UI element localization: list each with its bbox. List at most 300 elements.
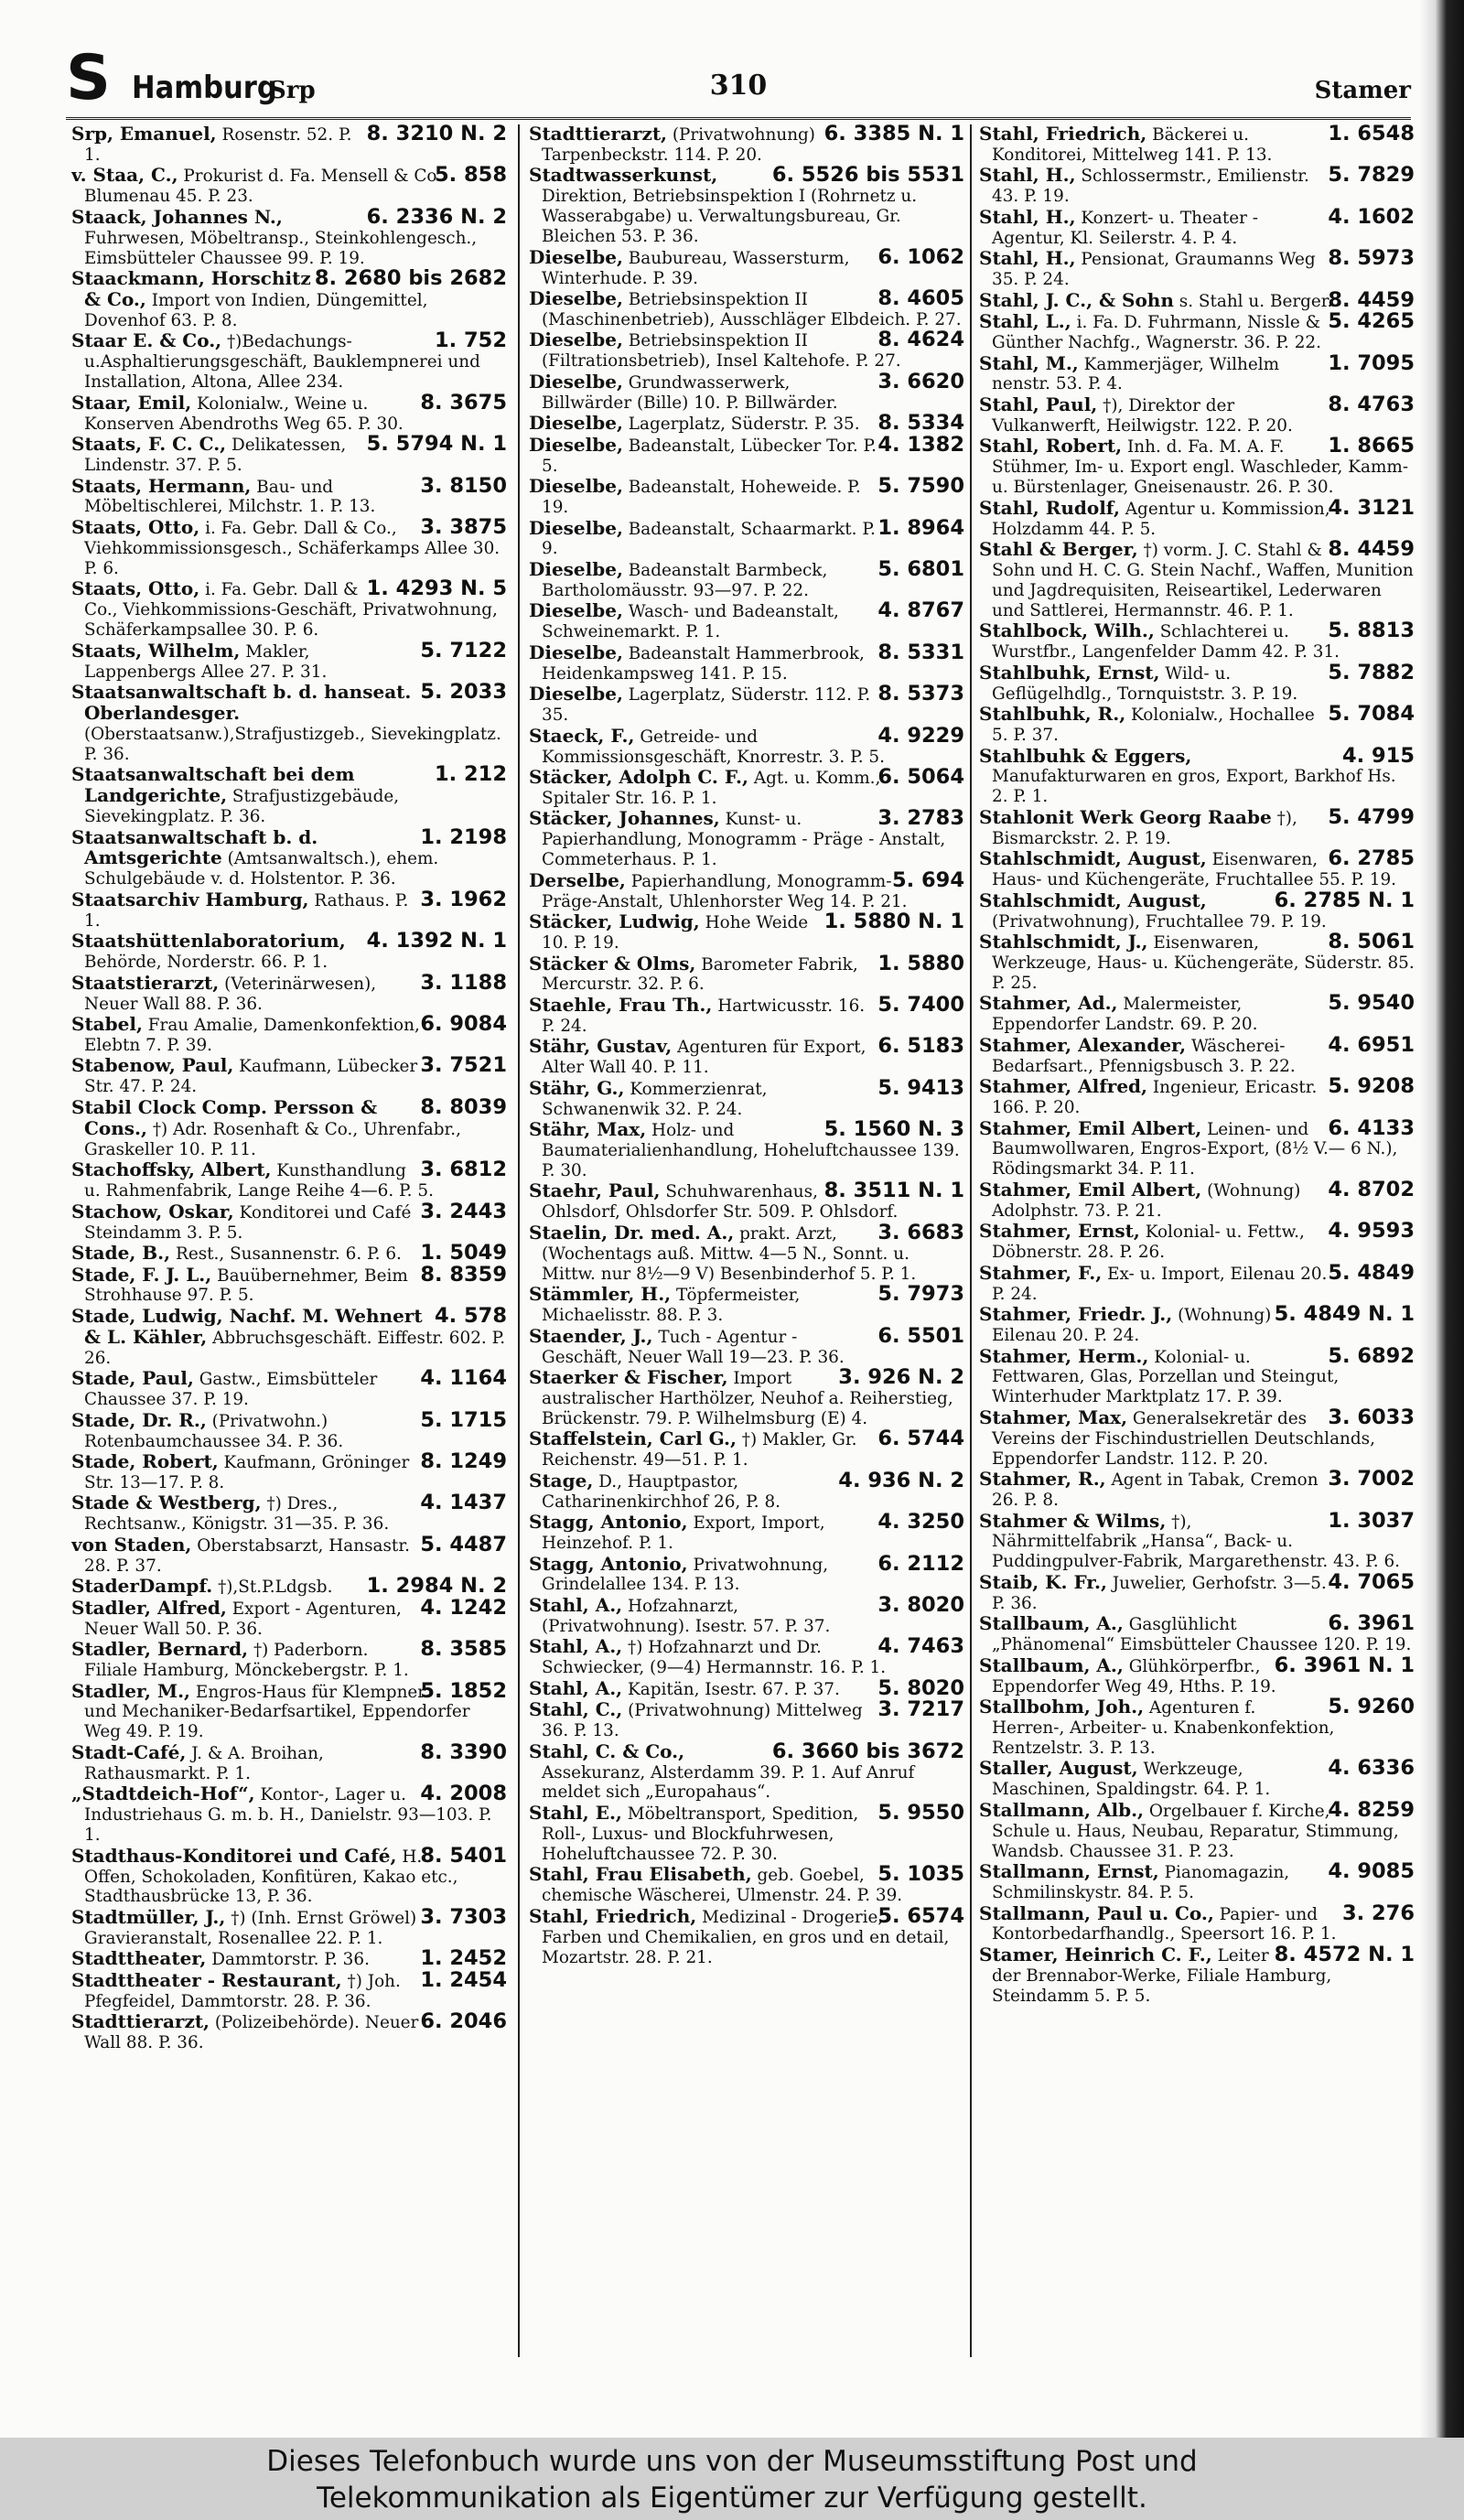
phone-number: 6. 5501: [877, 1323, 964, 1348]
phone-number: 8. 4459: [1328, 537, 1415, 562]
entry-name: Stahl, H.,: [979, 164, 1076, 187]
entry-details: †), Bismarckstr. 2. P. 19.: [992, 808, 1297, 848]
directory-entry: [979, 287, 1415, 312]
phone-number: 8. 5973: [1328, 246, 1415, 271]
directory-entry: [979, 1942, 1415, 2007]
entry-details: Lagerplatz, Süderstr. P. 35.: [628, 415, 860, 435]
directory-entry: [71, 1199, 507, 1244]
phone-number: 4. 9229: [877, 723, 964, 748]
entry-details: Bauübernehmer, Beim Strohhause 97. P. 5.: [84, 1265, 408, 1306]
phone-number: 4. 1242: [420, 1595, 507, 1620]
directory-entry: [529, 515, 964, 560]
entry-name: Staatsarchiv Hamburg,: [71, 888, 309, 910]
phone-number: 8. 4763: [1328, 392, 1415, 416]
phone-number: 5. 7973: [877, 1282, 964, 1307]
entry-name: Staats, Otto,: [71, 577, 200, 600]
phone-number: 8. 5331: [877, 640, 964, 664]
phone-number: 8. 5061: [1328, 930, 1415, 954]
entry-name: Stahl, A.,: [529, 1593, 623, 1616]
directory-entry: [71, 1407, 507, 1452]
entry-name: Stahmer, Max,: [979, 1405, 1128, 1428]
entry-name: Stachoffsky, Albert,: [71, 1158, 272, 1181]
entry-name: Staatsanwaltschaft bei dem Landgerichte,: [71, 763, 355, 807]
directory-entry: [529, 1468, 964, 1513]
entry-name: Dieselbe,: [529, 412, 623, 435]
entry-name: Staib, K. Fr.,: [979, 1570, 1107, 1593]
entry-details: J. & A. Broihan, Rathausmarkt. P. 1.: [84, 1743, 324, 1783]
directory-entry: [979, 1697, 1415, 1759]
entry-name: Derselbe,: [529, 868, 626, 891]
entry-details: (Veterinärwesen), Neuer Wall 88. P. 36.: [84, 974, 377, 1014]
entry-details: Werkzeuge, Maschinen, Spaldingstr. 64. P. 1.: [992, 1760, 1271, 1800]
entry-details: Agenturen für Export, Alter Wall 40. P. 11.: [542, 1038, 867, 1078]
entry-name: Stadttierarzt,: [529, 124, 668, 145]
phone-number: 5. 858: [434, 163, 507, 188]
entry-name: Stahl, Paul,: [979, 393, 1098, 415]
phone-number: 8. 5373: [877, 682, 964, 706]
phone-number: 6. 1062: [877, 244, 964, 269]
directory-entry: [979, 1405, 1415, 1470]
directory-entry: [529, 330, 964, 372]
entry-details: Hofzahnarzt, (Privatwohnung). Isestr. 57. P. 37.: [542, 1596, 831, 1636]
phone-number: 4. 1164: [420, 1366, 507, 1391]
entry-details: Malermeister, Eppendorfer Landstr. 69. P. 20.: [992, 995, 1258, 1035]
entry-name: Stade, Ludwig, Nachf. M. Wehnert & L. Kähler,: [71, 1304, 423, 1348]
entry-details: Kunsthandlung u. Rahmenfabrik, Lange Reihe 4—6. P. 5.: [84, 1161, 434, 1201]
entry-details: Schuhwarenhaus, Ohlsdorf, Ohlsdorfer Str. 509. P. Ohlsdorf.: [542, 1182, 899, 1222]
entry-details: Lagerplatz, Süderstr. 112. P. 35.: [542, 685, 871, 726]
phone-number: 1. 2198: [420, 824, 507, 849]
directory-entry: [529, 1323, 964, 1368]
directory-entry: [979, 621, 1415, 662]
phone-number: 8. 3675: [420, 390, 507, 415]
directory-entry: [71, 887, 507, 932]
phone-number: 6. 5526 bis 5531: [771, 163, 964, 188]
directory-entry: [71, 680, 507, 765]
phone-number: 8. 5401: [420, 1843, 507, 1868]
entry-details: D., Hauptpastor, Catharinenkirchhof 26, P. 8.: [542, 1471, 780, 1512]
column-divider: [970, 124, 972, 2357]
entry-name: „Stadtdeich-Hof“,: [71, 1782, 255, 1805]
entry-details: Agent in Tabak, Cremon 26. P. 8.: [992, 1470, 1319, 1511]
directory-entry: [529, 411, 964, 436]
phone-number: 4. 6951: [1328, 1032, 1415, 1057]
entry-details: Medizinal - Drogerie, Farben und Chemikalien, en gros und en detail, Mozartstr. 28. P. 21.: [542, 1907, 950, 1967]
entry-details: H. Offen, Schokoladen, Konfitüren, Kakao etc., Stadthausbrücke 13, P. 36.: [84, 1847, 458, 1907]
entry-details: Import australischer Harthölzer, Neuhof a. Reiherstieg, Brückenstr. 79. P. Wilhelmsburg (E) 4.: [542, 1369, 953, 1428]
entry-name: Staehle, Frau Th.,: [529, 993, 713, 1016]
phone-number: 5. 1035: [877, 1862, 964, 1887]
phone-number: 3. 8020: [877, 1592, 964, 1617]
entry-details: Wäscherei-Bedarfsart., Pfennigsbusch 3. P. 22.: [992, 1036, 1296, 1076]
directory-entry: [979, 804, 1415, 849]
entry-details: Assekuranz, Alsterdamm 39. P. 1. Auf Anruf meldet sich „Europahaus“.: [542, 1762, 915, 1803]
entry-details: Wild- u. Geflügelhdlg., Tornquiststr. 3. P. 19.: [992, 663, 1298, 704]
entry-details: Badeanstalt, Lübecker Tor. P. 5.: [542, 436, 877, 476]
directory-entry: [979, 163, 1415, 207]
phone-number: 8. 3210 N. 2: [366, 124, 507, 145]
phone-number: 6. 5744: [877, 1427, 964, 1451]
phone-number: 8. 2680 bis 2682: [314, 266, 507, 291]
phone-number: 1. 5880 N. 1: [824, 910, 964, 934]
entry-name: Stadthaus-Konditorei und Café,: [71, 1844, 397, 1867]
phone-number: 4. 1437: [420, 1491, 507, 1515]
entry-name: Stahlschmidt, August,: [979, 847, 1207, 870]
phone-number: 3. 7521: [420, 1053, 507, 1078]
directory-entry: [71, 1449, 507, 1493]
entry-name: Stahlbock, Wilh.,: [979, 619, 1155, 642]
entry-details: Kunst- u. Papierhandlung, Monogramm - Präge - Anstalt, Commeterhaus. P. 1.: [542, 810, 946, 870]
directory-entry: [979, 1508, 1415, 1573]
entry-name: Stahlschmidt, J.,: [979, 931, 1148, 953]
entry-details: Pianomagazin, Schmilinskystr. 84. P. 5.: [992, 1863, 1290, 1902]
entry-details: Agenturen f. Herren-, Arbeiter- u. Knabenkonfektion, Rentzelstr. 3. P. 13.: [992, 1698, 1335, 1758]
phone-number: 6. 2112: [877, 1551, 964, 1576]
directory-entry: [529, 286, 964, 330]
first-catchword: Srp: [269, 77, 316, 104]
entry-details: Betriebsinspektion II (Filtrationsbetrieb), Insel Kaltehofe. P. 27.: [542, 331, 901, 372]
entry-details: Kapitän, Isestr. 67. P. 37.: [628, 1679, 840, 1699]
directory-entry: [71, 1094, 507, 1160]
entry-details: Eisenwaren, Haus- und Küchengeräte, Fruchtallee 55. P. 19.: [992, 850, 1397, 890]
entry-details: Bau- und Möbeltischlerei, Milchstr. 1. P. 13.: [84, 477, 376, 517]
phone-number: 5. 694: [891, 867, 964, 892]
entry-details: Konditorei und Café Steindamm 3. P. 5.: [84, 1202, 412, 1243]
phone-number: 5. 1852: [420, 1678, 507, 1703]
directory-entry: [71, 2009, 507, 2053]
directory-entry: [979, 1260, 1415, 1305]
phone-number: 3. 276: [1341, 1901, 1415, 1925]
phone-number: 5. 1560 N. 3: [824, 1117, 964, 1142]
entry-name: Stahmer, Herm.,: [979, 1344, 1149, 1367]
entry-name: Dieselbe,: [529, 641, 623, 663]
entry-name: Staatstierarzt,: [71, 971, 220, 994]
entry-name: Staender, J.,: [529, 1324, 653, 1347]
entry-name: Stallbaum, A.,: [979, 1653, 1124, 1676]
directory-entry: [979, 702, 1415, 746]
entry-details: Schlachterei u. Wurstfbr., Langenfelder Damm 42. P. 31.: [992, 622, 1340, 662]
page-header: [66, 42, 1411, 120]
entry-name: Stadttierarzt,: [71, 2010, 210, 2033]
entry-details: Engros-Haus für Klempner und Mechaniker-Bedarfsartikel, Eppendorfer Weg 49. P. 19.: [84, 1682, 470, 1742]
entry-details: Orgelbauer f. Kirche, Schule u. Haus, Neubau, Reparatur, Stimmung, Wandsb. Chaussee 31. P. 23.: [992, 1801, 1399, 1861]
phone-number: 6. 3961: [1328, 1611, 1415, 1636]
entry-details: Barometer Fabrik, Mercurstr. 32. P. 6.: [542, 954, 858, 995]
directory-entry: [71, 473, 507, 518]
entry-name: Stahl, H.,: [979, 205, 1076, 228]
entry-name: Stade, Paul,: [71, 1367, 194, 1390]
entry-details: (Amtsanwaltsch.), ehem. Schulgebäude v. d. Holstentor. P. 36.: [84, 849, 439, 889]
phone-number: 6. 3385 N. 1: [824, 124, 964, 145]
directory-entry: [529, 1903, 964, 1968]
entry-details: †),St.P.Ldgsb.: [218, 1578, 333, 1598]
phone-number: 3. 1962: [420, 887, 507, 911]
phone-number: 5. 6892: [1328, 1343, 1415, 1368]
entry-name: Dieselbe,: [529, 557, 623, 580]
entry-name: Stagg, Antonio,: [529, 1552, 688, 1575]
entry-name: Stahmer, Emil Albert,: [979, 1178, 1202, 1201]
section-letter: S: [66, 42, 111, 114]
entry-details: (Privatwohn.) Rotenbaumchaussee 34. P. 36.: [84, 1411, 344, 1451]
entry-name: Stahmer, Alexander,: [979, 1033, 1187, 1056]
directory-entry: [71, 1739, 507, 1784]
phone-number: 5. 6801: [877, 556, 964, 581]
entry-name: Stahlonit Werk Georg Raabe: [979, 805, 1272, 828]
entry-details: Glühkörperfbr., Eppendorfer Weg 49, Hths. P. 19.: [992, 1656, 1276, 1696]
directory-column-2: [529, 124, 964, 2357]
directory-entry: [71, 1532, 507, 1577]
directory-entry: [71, 1493, 507, 1535]
phone-number: 5. 7882: [1328, 660, 1415, 684]
entry-name: von Staden,: [71, 1533, 192, 1556]
entry-name: Stahlschmidt, August,: [979, 888, 1207, 911]
entry-name: Staffelstein, Carl G.,: [529, 1427, 737, 1450]
directory-entry: [71, 1967, 507, 2012]
entry-details: Fuhrwesen, Möbeltransp., Steinkohlengesch., Eimsbütteler Chaussee 99. P. 19.: [84, 228, 478, 268]
directory-entry: [979, 888, 1415, 932]
entry-details: Kolonialw., Weine u. Konserven Abendroths Weg 65. P. 30.: [84, 393, 404, 434]
directory-entry: [71, 432, 507, 476]
directory-entry: [979, 495, 1415, 540]
phone-number: 8. 4572 N. 1: [1274, 1942, 1415, 1966]
entry-details: Papier- und Kontorbedarfhandlg., Speersort 16. P. 1.: [992, 1904, 1337, 1944]
entry-details: Inh. d. Fa. M. A. F. Stühmer, Im- u. Export engl. Waschleder, Kamm- u. Bürstenlager, Gneisenaustr. 26. P. 30.: [992, 437, 1409, 498]
entry-name: Dieselbe,: [529, 287, 623, 310]
entry-details: Generalsekretär des Vereins der Fischindustriellen Deutschlands, Eppendorfer Landstr. 112. P. 20.: [992, 1408, 1375, 1469]
phone-number: 6. 9084: [420, 1012, 507, 1037]
entry-details: Konzert- u. Theater - Agentur, Kl. Seilerstr. 4. P. 4.: [992, 208, 1258, 248]
entry-name: Stähr, Max,: [529, 1118, 647, 1141]
entry-details: geb. Goebel, chemische Wäscherei, Ulmenstr. 24. P. 39.: [542, 1866, 903, 1906]
entry-name: Staatsanwaltschaft b. d. Amtsgerichte: [71, 825, 318, 869]
directory-entry: [529, 723, 964, 768]
entry-details: (Privatwohnung) Tarpenbeckstr. 114. P. 20.: [542, 125, 815, 165]
entry-name: Stahl, H.,: [979, 247, 1076, 270]
phone-number: 8. 5334: [877, 411, 964, 436]
entry-details: Wasch- und Badeanstalt, Schweinemarkt. P. 1.: [542, 602, 839, 642]
directory-entry: [71, 762, 507, 827]
phone-number: 4. 1602: [1328, 204, 1415, 229]
entry-details: †) Dres., Rechtsanw., Königstr. 31—35. P. 36.: [84, 1494, 390, 1535]
entry-name: Stade, B.,: [71, 1242, 171, 1264]
phone-number: 8. 8039: [420, 1094, 507, 1119]
entry-name: Stahmer, Emil Albert,: [979, 1116, 1202, 1139]
directory-entry: [529, 684, 964, 726]
directory-entry: [529, 992, 964, 1037]
directory-entry: [71, 1843, 507, 1908]
directory-entry: [979, 1859, 1415, 1903]
directory-entry: [529, 1034, 964, 1078]
phone-number: 4. 936 N. 2: [838, 1468, 964, 1492]
entry-name: StaderDampf.: [71, 1575, 213, 1598]
entry-details: Betriebsinspektion II (Maschinenbetrieb), Ausschläger Elbdeich. P. 27.: [542, 290, 962, 329]
entry-details: Abbruchsgeschäft. Eiffestr. 602. P. 26.: [84, 1328, 506, 1368]
entry-details: Oberstabsarzt, Hansastr. 28. P. 37.: [84, 1535, 410, 1576]
entry-name: Stallmann, Alb.,: [979, 1798, 1144, 1821]
directory-entry: [71, 1574, 507, 1599]
entry-details: Privatwohnung, Grindelallee 134. P. 13.: [542, 1555, 829, 1595]
entry-details: Ingenieur, Ericastr. 166. P. 20.: [992, 1078, 1318, 1118]
last-catchword: Stamer: [1314, 77, 1411, 104]
entry-details: Agentur u. Kommission, Holzdamm 44. P. 5.: [992, 499, 1330, 539]
phone-number: 5. 6574: [877, 1903, 964, 1928]
directory-entry: [529, 1675, 964, 1700]
phone-number: 4. 1382: [877, 432, 964, 457]
phone-number: 6. 5064: [877, 765, 964, 789]
entry-name: Stahmer, F.,: [979, 1261, 1103, 1284]
directory-entry: [529, 806, 964, 870]
phone-number: 1. 2984 N. 2: [366, 1574, 507, 1599]
entry-details: Holz- und Baumaterialienhandlung, Hoheluftchaussee 139. P. 30.: [542, 1121, 960, 1180]
entry-name: Stahl, Rudolf,: [979, 496, 1120, 519]
phone-number: 4. 7463: [877, 1634, 964, 1659]
entry-name: Stadttheater - Restaurant,: [71, 1968, 342, 1991]
entry-details: Getreide- und Kommissionsgeschäft, Knorrestr. 3. P. 5.: [542, 727, 885, 767]
entry-name: Stahl, C. & Co.,: [529, 1739, 685, 1762]
phone-number: 4. 3121: [1328, 495, 1415, 520]
entry-name: Srp, Emanuel,: [71, 124, 217, 145]
directory-entry: [979, 1653, 1415, 1697]
directory-entry: [979, 1467, 1415, 1511]
entry-details: †), Nährmittelfabrik „Hansa“, Back- u. Puddingpulver-Fabrik, Margarethenstr. 43. P. 6.: [992, 1512, 1401, 1572]
phone-number: 6. 2785 N. 1: [1274, 888, 1415, 912]
entry-details: †) Adr. Rosenhaft & Co., Uhrenfabr., Graskeller 10. P. 11.: [84, 1119, 461, 1159]
phone-number: 6. 4133: [1328, 1115, 1415, 1140]
directory-entry: [529, 1862, 964, 1906]
directory-entry: [529, 474, 964, 518]
directory-entry: [979, 350, 1415, 395]
phone-number: 3. 7002: [1328, 1467, 1415, 1492]
entry-details: Frau Amalie, Damenkonfektion, Elebtn 7. P. 39.: [84, 1016, 420, 1055]
directory-entry: [71, 824, 507, 890]
entry-details: Kammerjäger, Wilhelm nenstr. 53. P. 4.: [992, 354, 1280, 394]
phone-number: 4. 8767: [877, 598, 964, 623]
entry-name: Staatsanwaltschaft b. d. hanseat. Oberlandesger.: [71, 681, 412, 724]
entry-details: Papierhandlung, Monogramm-Präge-Anstalt, Uhlenhorster Weg 14. P. 21.: [542, 871, 908, 911]
entry-name: Staerker & Fischer,: [529, 1366, 728, 1388]
directory-entry: [529, 1220, 964, 1285]
directory-entry: [979, 1032, 1415, 1077]
entry-details: s. Stahl u. Berger.: [1179, 291, 1333, 311]
directory-entry: [71, 1904, 507, 1949]
entry-name: Stahmer, Alfred,: [979, 1075, 1148, 1098]
entry-name: Stade, Robert,: [71, 1450, 219, 1473]
entry-details: Kaufmann, Gröninger Str. 13—17. P. 8.: [84, 1453, 410, 1492]
entry-details: Rest., Susannenstr. 6. P. 6.: [175, 1244, 402, 1264]
entry-details: Agt. u. Komm., Spitaler Str. 16. P. 1.: [542, 769, 881, 808]
phone-number: 4. 915: [1341, 743, 1415, 768]
entry-details: Kontor-, Lager u. Industriehaus G. m. b. H., Danielstr. 93—103. P. 1.: [84, 1785, 492, 1846]
phone-number: 5. 4487: [420, 1532, 507, 1556]
phone-number: 3. 7303: [420, 1904, 507, 1929]
directory-entry: [979, 991, 1415, 1035]
phone-number: 5. 9413: [877, 1075, 964, 1100]
entry-name: Dieselbe,: [529, 516, 623, 539]
directory-entry: [529, 369, 964, 414]
entry-name: Staatshüttenlaboratorium,: [71, 930, 346, 953]
directory-entry: [979, 660, 1415, 705]
directory-entry: [979, 124, 1415, 166]
entry-details: Gasglühlicht „Phänomenal“ Eimsbütteler Chaussee 120. P. 19.: [992, 1615, 1412, 1655]
page-number: 310: [709, 70, 768, 102]
directory-entry: [979, 1756, 1415, 1800]
phone-number: 5. 1715: [420, 1407, 507, 1432]
directory-entry: [71, 514, 507, 579]
phone-number: 6. 5183: [877, 1034, 964, 1059]
phone-number: 5. 8813: [1328, 619, 1415, 643]
entry-details: Rathaus. P. 1.: [84, 890, 409, 931]
directory-entry: [529, 1117, 964, 1181]
phone-number: 5. 7400: [877, 992, 964, 1017]
entry-details: †) Paderborn. Filiale Hamburg, Mönckebergstr. P. 1.: [84, 1641, 409, 1681]
entry-name: Stadtmüller, J.,: [71, 1905, 226, 1928]
phone-number: 3. 1188: [420, 970, 507, 995]
entry-name: Stäcker, Johannes,: [529, 807, 720, 830]
entry-details: Pensionat, Graumanns Weg 35. P. 24.: [992, 250, 1316, 290]
phone-number: 6. 2336 N. 2: [366, 204, 507, 229]
phone-number: 8. 3511 N. 1: [824, 1179, 964, 1203]
directory-entry: [979, 246, 1415, 290]
phone-number: 1. 8665: [1328, 434, 1415, 458]
directory-entry: [71, 1678, 507, 1743]
directory-entry: [979, 1177, 1415, 1222]
directory-entry: [71, 328, 507, 393]
phone-number: 1. 4293 N. 5: [366, 576, 507, 601]
entry-details: i. Fa. D. Fuhrmann, Nissle & Günther Nachfg., Wagnerstr. 36. P. 22.: [992, 313, 1321, 353]
directory-entry: [979, 1343, 1415, 1408]
phone-number: 5. 9260: [1328, 1695, 1415, 1719]
entry-details: †)Bedachungs-u.Asphaltierungsgeschäft, Bauklempnerei und Installation, Altona, Allee 234.: [84, 332, 480, 393]
entry-name: Stamer, Heinrich C. F.,: [979, 1943, 1212, 1965]
entry-name: Stahl, Robert,: [979, 435, 1123, 458]
directory-entry: [529, 1429, 964, 1470]
entry-name: Stahmer, Ad.,: [979, 992, 1118, 1015]
directory-entry: [979, 204, 1415, 249]
entry-name: Stallmann, Ernst,: [979, 1860, 1159, 1883]
directory-entry: [979, 1115, 1415, 1180]
entry-name: Stahl, L.,: [979, 310, 1071, 333]
directory-entry: [529, 432, 964, 477]
directory-entry: [529, 640, 964, 684]
phone-number: 4. 578: [434, 1303, 507, 1328]
directory-entry: [71, 929, 507, 973]
directory-entry: [979, 1797, 1415, 1862]
entry-name: Stage,: [529, 1469, 594, 1492]
entry-name: Staeck, F.,: [529, 724, 635, 747]
directory-entry: [71, 1053, 507, 1097]
entry-details: Leinen- und Baumwollwaren, Engros-Export, (8½ V.— 6 N.), Rödingsmarkt 34. P. 11.: [992, 1119, 1398, 1179]
directory-entry: [529, 912, 964, 953]
book-spine-shadow: [1420, 0, 1464, 2438]
entry-name: Stallmann, Paul u. Co.,: [979, 1901, 1214, 1924]
entry-name: Stadt-Café,: [71, 1740, 187, 1763]
entry-name: Stadler, Bernard,: [71, 1638, 249, 1661]
phone-number: 4. 1392 N. 1: [366, 929, 507, 953]
directory-entry: [71, 576, 507, 641]
directory-entry: [529, 1800, 964, 1865]
directory-column-1: [71, 124, 507, 2357]
phone-number: 8. 3390: [420, 1739, 507, 1764]
entry-details: i. Fa. Gebr. Dall & Co., Viehkommissions-Geschäft, Privatwohnung, Schäferkampsallee 30. P. 6.: [84, 580, 498, 641]
directory-entry: [71, 1303, 507, 1369]
entry-details: Juwelier, Gerhofstr. 3—5. P. 36.: [992, 1573, 1327, 1613]
entry-name: Stahl, C.,: [529, 1698, 623, 1721]
entry-name: Stahlbuhk & Eggers,: [979, 744, 1192, 767]
entry-name: Dieselbe,: [529, 683, 623, 705]
entry-name: Stadttheater,: [71, 1947, 207, 1970]
directory-entry: [979, 743, 1415, 808]
entry-name: Staats, F. C. C.,: [71, 433, 227, 456]
